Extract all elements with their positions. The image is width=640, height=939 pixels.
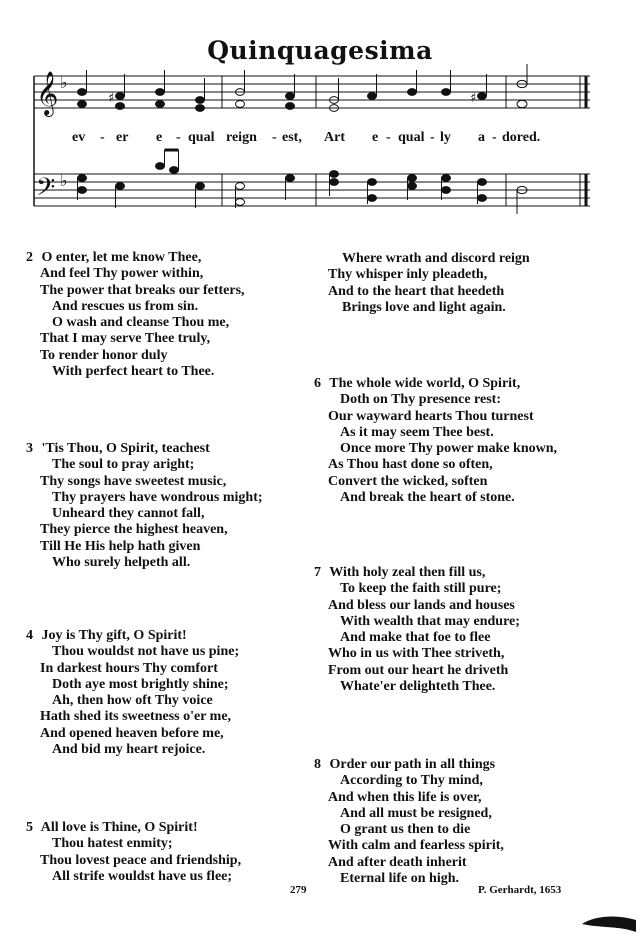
stanza-line: And rescues us from sin. <box>52 298 199 314</box>
stanza-line: Doth aye most brightly shine; <box>52 676 229 692</box>
stanza-number: 7 <box>314 565 321 580</box>
stanza-line: The soul to pray aright; <box>52 457 195 473</box>
author-credit: P. Gerhardt, 1653 <box>478 884 562 896</box>
stanza-line: As it may seem Thee best. <box>340 424 494 440</box>
stanza-line: Thy songs have sweetest music, <box>40 473 227 489</box>
stanza-line: All love is Thine, O Spirit! <box>40 820 198 835</box>
stanza-line: O enter, let me know Thee, <box>41 250 202 265</box>
ink-smudge-icon <box>580 912 638 934</box>
stanza-line: According to Thy mind, <box>340 773 483 789</box>
stanza-line: All strife wouldst have us flee; <box>52 868 233 884</box>
stanza-line: Eternal life on high. <box>340 871 460 887</box>
stanza-5-continued <box>328 251 530 316</box>
stanza-line: Where wrath and discord reign <box>342 251 530 266</box>
stanza-number: 3 <box>26 441 33 456</box>
svg-text:♭: ♭ <box>60 171 68 190</box>
stanza-line: And when this life is over, <box>328 789 482 805</box>
stanza-line: Order our path in all things <box>329 757 496 772</box>
stanza-line: And to the heart that heedeth <box>328 283 505 299</box>
hymn-title: Quinquagesima <box>207 36 433 65</box>
lyric-syllable: - <box>272 130 277 145</box>
stanza-line: With wealth that may endure; <box>340 613 520 629</box>
stanza-2 <box>26 250 245 380</box>
stanza-line: And break the heart of stone. <box>340 490 515 506</box>
stanza-line: Who surely helpeth all. <box>52 555 191 571</box>
stanza-line: And bid my heart rejoice. <box>52 742 206 758</box>
stanza-line: Whate'er delighteth Thee. <box>340 679 496 695</box>
lyric-syllable: qual <box>188 130 215 145</box>
stanza-line: Thy prayers have wondrous might; <box>52 489 263 505</box>
lyric-syllable: dored. <box>502 130 541 145</box>
svg-text:♯: ♯ <box>108 91 115 106</box>
stanza-line: To render honor duly <box>40 347 168 363</box>
lyric-syllable: reign <box>226 130 257 145</box>
lyric-syllable: e <box>156 130 163 145</box>
stanza-line: Ah, then how oft Thy voice <box>52 693 213 709</box>
stanza-number: 4 <box>26 628 33 643</box>
stanza-number: 6 <box>314 376 321 391</box>
stanza-line: Hath shed its sweetness o'er me, <box>40 709 232 725</box>
page-number: 279 <box>290 884 307 896</box>
stanza-line: And opened heaven before me, <box>40 725 224 741</box>
stanza-line: Joy is Thy gift, O Spirit! <box>41 628 187 643</box>
stanza-line: With holy zeal then fill us, <box>329 565 486 580</box>
lyric-syllable: - <box>430 130 435 145</box>
stanza-number: 8 <box>314 757 321 772</box>
svg-text:𝄞: 𝄞 <box>36 71 59 115</box>
stanza-line: And all must be resigned, <box>340 805 492 821</box>
stanza-number: 2 <box>26 250 33 265</box>
stanza-5 <box>26 820 241 885</box>
stanza-line: Till He His help hath given <box>40 538 201 554</box>
stanza-6 <box>314 376 557 506</box>
stanza-line: Our wayward hearts Thou turnest <box>328 408 534 424</box>
lyric-syllable: a <box>478 130 485 145</box>
lyric-syllable: - <box>492 130 497 145</box>
stanza-line: Doth on Thy presence rest: <box>340 392 501 408</box>
stanza-number: 5 <box>26 820 33 835</box>
stanza-7 <box>314 565 520 695</box>
stanza-line: Thou hatest enmity; <box>52 836 173 852</box>
stanza-line: Brings love and light again. <box>342 299 506 315</box>
stanza-line: That I may serve Thee truly, <box>40 331 211 347</box>
stanza-line: From out our heart he driveth <box>328 662 509 678</box>
stanza-line: O wash and cleanse Thou me, <box>52 315 230 331</box>
lyric-syllable: qual <box>398 130 425 145</box>
stanza-line: And make that foe to flee <box>340 630 491 646</box>
stanza-line: Unheard they cannot fall, <box>52 506 205 522</box>
lyric-syllable: ly <box>440 130 451 145</box>
stanza-line: 'Tis Thou, O Spirit, teachest <box>41 441 210 456</box>
stanza-line: And after death inherit <box>328 854 467 870</box>
stanza-line: Thou lovest peace and friendship, <box>40 852 242 868</box>
stanza-line: Who in us with Thee striveth, <box>328 646 505 662</box>
stanza-8 <box>314 757 504 887</box>
lyric-syllable: - <box>176 130 181 145</box>
stanza-3 <box>26 441 263 571</box>
svg-text:𝄢: 𝄢 <box>36 173 56 208</box>
stanza-line: The power that breaks our fetters, <box>40 282 245 298</box>
svg-text:♯: ♯ <box>470 91 477 106</box>
stanza-line: The whole wide world, O Spirit, <box>329 376 521 391</box>
lyric-syllable: Art <box>324 130 345 145</box>
stanza-4 <box>26 628 239 758</box>
lyric-syllable: ev <box>72 130 86 145</box>
lyric-syllable: - <box>386 130 391 145</box>
stanza-line: With calm and fearless spirit, <box>328 838 504 854</box>
stanza-line: Thou wouldst not have us pine; <box>52 644 240 660</box>
lyric-syllable: e <box>372 130 379 145</box>
stanza-line: As Thou hast done so often, <box>328 457 493 473</box>
stanza-line: O grant us then to die <box>340 822 471 838</box>
lyric-syllable: est, <box>282 130 302 145</box>
stanza-line: Thy whisper inly pleadeth, <box>328 267 488 283</box>
music-score <box>0 62 640 222</box>
stanza-line: Once more Thy power make known, <box>340 441 558 457</box>
lyric-syllable: er <box>116 130 129 145</box>
lyric-syllable: - <box>100 130 105 145</box>
stanza-line: In darkest hours Thy comfort <box>40 660 218 676</box>
stanza-line: And bless our lands and houses <box>328 597 515 613</box>
stanza-line: Convert the wicked, soften <box>328 473 488 489</box>
stanza-line: With perfect heart to Thee. <box>52 364 215 380</box>
svg-text:♭: ♭ <box>60 73 68 92</box>
stanza-line: To keep the faith still pure; <box>340 581 502 597</box>
stanza-line: They pierce the highest heaven, <box>40 522 228 538</box>
stanza-line: And feel Thy power within, <box>40 266 204 282</box>
